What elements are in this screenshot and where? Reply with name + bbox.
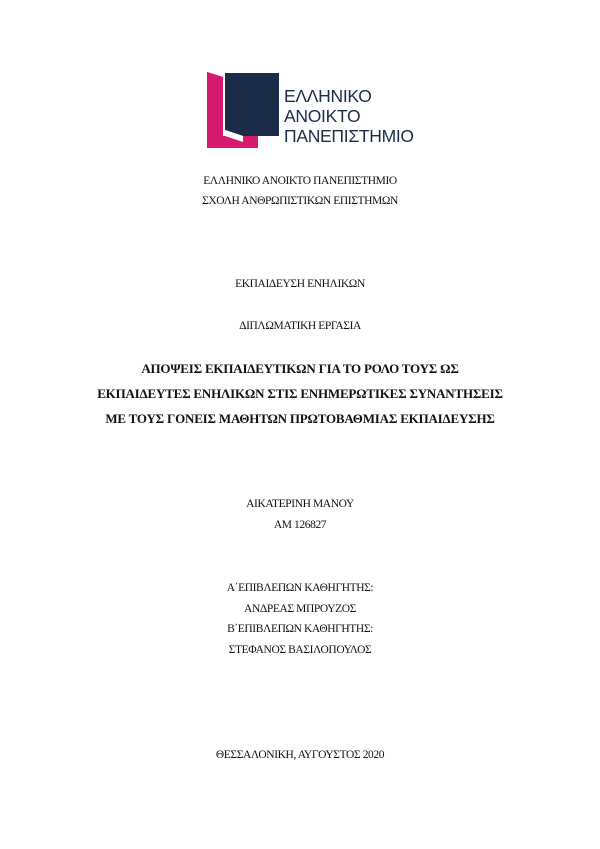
second-supervisor-label: Β΄ΕΠΙΒΛΕΠΩΝ ΚΑΘΗΓΗΤΗΣ:	[227, 623, 373, 635]
university-logo-text	[284, 86, 414, 146]
first-supervisor-name: ΑΝΔΡΕΑΣ ΜΠΡΟΥΖΟΣ	[244, 603, 356, 615]
university-logo-icon	[203, 70, 281, 150]
thesis-title-line-1: ΑΠΟΨΕΙΣ ΕΚΠΑΙΔΕΥΤΙΚΩΝ ΓΙΑ ΤΟ ΡΟΛΟ ΤΟΥΣ ΩΣ	[141, 361, 459, 376]
university-logo	[203, 70, 414, 150]
logo-line-1: ΕΛΛΗΝΙΚΟ	[284, 86, 372, 106]
author-name: ΑΙΚΑΤΕΡΙΝΗ ΜΑΝΟΥ	[246, 498, 354, 510]
document-type: ΔΙΠΛΩΜΑΤΙΚΗ ΕΡΓΑΣΙΑ	[239, 320, 361, 332]
program-name: ΕΚΠΑΙΔΕΥΣΗ ΕΝΗΛΙΚΩΝ	[235, 278, 365, 290]
second-supervisor-name: ΣΤΕΦΑΝΟΣ ΒΑΣΙΛΟΠΟΥΛΟΣ	[228, 644, 372, 656]
place-date: ΘΕΣΣΑΛΟΝΙΚΗ, ΑΥΓΟΥΣΤΟΣ 2020	[215, 749, 385, 761]
logo-line-3: ΠΑΝΕΠΙΣΤΗΜΙΟ	[284, 126, 414, 146]
logo-line-2: ΑΝΟΙΚΤΟ	[284, 106, 361, 126]
thesis-title-line-3: ΜΕ ΤΟΥΣ ΓΟΝΕΙΣ ΜΑΘΗΤΩΝ ΠΡΩΤΟΒΑΘΜΙΑΣ ΕΚΠΑΙΔΕΥΣΗΣ	[105, 411, 495, 426]
university-name: ΕΛΛΗΝΙΚΟ ΑΝΟΙΚΤΟ ΠΑΝΕΠΙΣΤΗΜΙΟ	[203, 175, 397, 187]
school-name: ΣΧΟΛΗ ΑΝΘΡΩΠΙΣΤΙΚΩΝ ΕΠΙΣΤΗΜΩΝ	[202, 195, 398, 207]
author-id: ΑΜ 126827	[273, 519, 327, 531]
thesis-title-line-2: ΕΚΠΑΙΔΕΥΤΕΣ ΕΝΗΛΙΚΩΝ ΣΤΙΣ ΕΝΗΜΕΡΩΤΙΚΕΣ ΣΥΝΑΝΤΗΣΕΙΣ	[97, 386, 503, 401]
first-supervisor-label: Α΄ΕΠΙΒΛΕΠΩΝ ΚΑΘΗΓΗΤΗΣ:	[226, 582, 374, 594]
